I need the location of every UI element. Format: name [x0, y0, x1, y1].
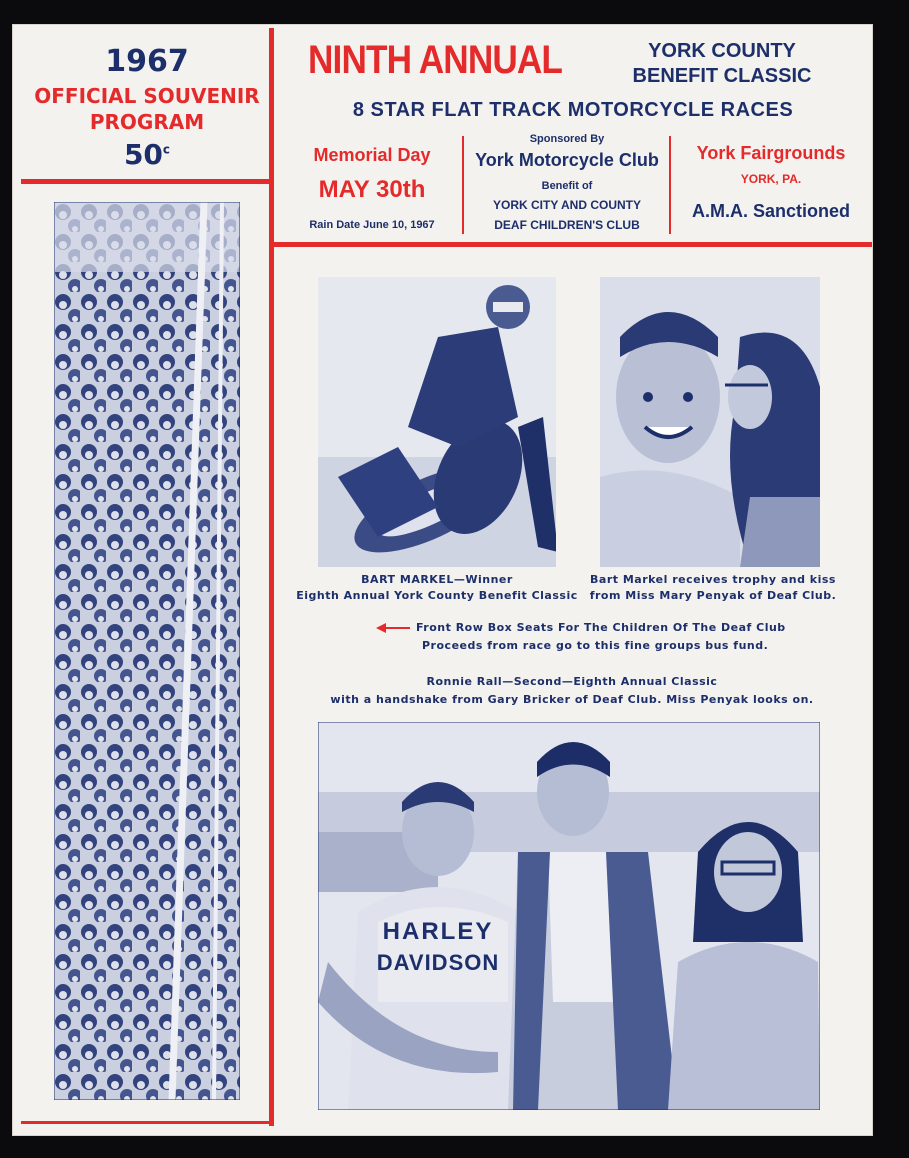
- races-headline: 8 STAR FLAT TRACK MOTORCYCLE RACES: [352, 99, 794, 121]
- price-value: 50: [123, 138, 163, 171]
- sponsored-by: Sponsored By: [529, 133, 605, 145]
- program-price: [32, 138, 262, 171]
- second-caption-line2: with a handshake from Gary Bricker of Deaf Club. Miss Penyak looks on.: [330, 693, 814, 706]
- winner-caption-line2: Eighth Annual York County Benefit Classic: [296, 589, 578, 602]
- crowd-photo: [54, 202, 240, 1100]
- venue: York Fairgrounds: [696, 143, 846, 163]
- left-column-divider: [269, 28, 274, 1126]
- trophy-kiss-photo: [600, 277, 820, 567]
- venue-city: YORK, PA.: [740, 172, 802, 186]
- trophy-caption: [582, 572, 844, 604]
- second-caption-line1: Ronnie Rall—Second—Eighth Annual Classic: [426, 675, 718, 688]
- program-year: 1967: [105, 44, 189, 79]
- shirt-text-line1: HARLEY: [382, 918, 494, 945]
- program-title-line2: PROGRAM: [89, 110, 205, 134]
- price-unit: c: [162, 142, 171, 157]
- shirt-text-line2: DAVIDSON: [376, 950, 500, 975]
- ama-sanction: A.M.A. Sanctioned: [691, 201, 850, 221]
- rain-date: Rain Date June 10, 1967: [309, 219, 435, 231]
- york-county-title: YORK COUNTY: [648, 40, 796, 62]
- left-arrow-icon: [376, 621, 412, 633]
- handshake-photo: [318, 722, 820, 1110]
- ninth-annual-title: NINTH ANNUAL: [308, 38, 563, 82]
- program-title-line1: OFFICIAL SOUVENIR: [34, 84, 260, 108]
- front-row-caption-line1: Front Row Box Seats For The Children Of The Deaf Club: [416, 621, 786, 634]
- winner-caption: [292, 572, 582, 604]
- race-date: MAY 30th: [318, 176, 426, 203]
- program-cover: [12, 24, 873, 1136]
- benefit-of: Benefit of: [541, 180, 593, 192]
- sponsor-club: York Motorcycle Club: [475, 150, 659, 170]
- winner-caption-line1: BART MARKEL—Winner: [361, 573, 513, 586]
- trophy-caption-line1: Bart Markel receives trophy and kiss: [590, 573, 836, 586]
- beneficiary-line1: YORK CITY AND COUNTY: [492, 198, 641, 212]
- left-bottom-rule: [21, 1121, 269, 1124]
- trophy-caption-line2: from Miss Mary Penyak of Deaf Club.: [589, 589, 837, 602]
- memorial-day: Memorial Day: [313, 145, 431, 165]
- benefit-classic-title: BENEFIT CLASSIC: [632, 65, 812, 87]
- bart-markel-racing-photo: [318, 277, 556, 567]
- right-header-rule: [274, 242, 872, 247]
- front-row-caption-line2: Proceeds from race go to this fine groups bus fund.: [422, 639, 769, 652]
- left-header-rule: [21, 179, 269, 184]
- beneficiary-line2: DEAF CHILDREN'S CLUB: [494, 218, 640, 232]
